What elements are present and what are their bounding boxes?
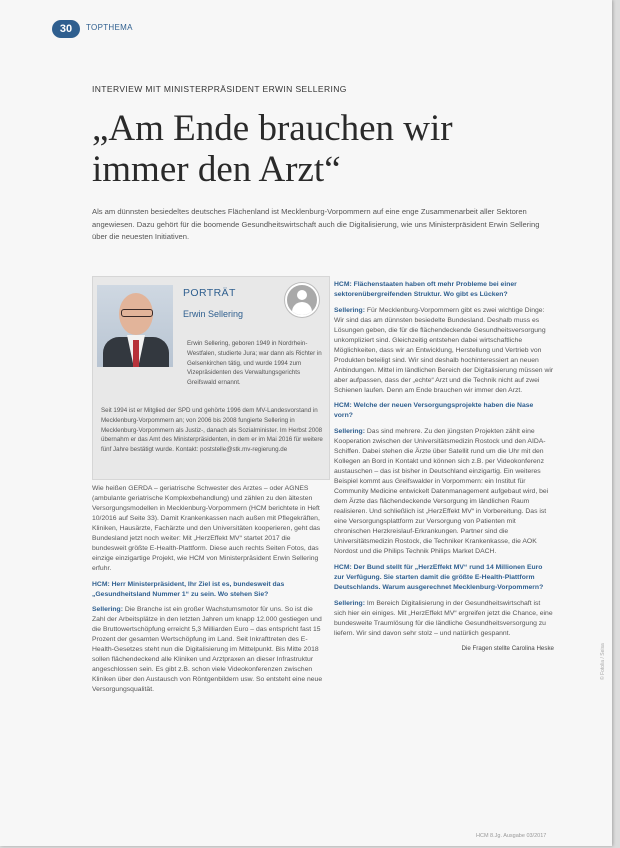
page-footer: HCM 8.Jg. Ausgabe 03/2017	[476, 833, 547, 839]
portrait-photo	[97, 285, 173, 367]
interview-question: HCM: Welche der neuen Versorgungsprojekte haben die Nase vorn?	[334, 402, 534, 420]
section-label: TOPTHEMA	[86, 23, 133, 32]
portrait-name: Erwin Sellering	[183, 309, 244, 319]
byline: Die Fragen stellte Carolina Heske	[461, 645, 554, 653]
right-column	[334, 280, 554, 654]
left-column	[92, 484, 324, 701]
interview-answer: Sellering: Im Bereich Digitalisierung in der Gesundheitswirtschaft ist sich hier ein einiges. Mit „HerzEffekt MV“ ergreifen jetzt die Chance, eine bundesweite Traumlösung für die ländliche Gesundheitsversorgung zu liefern. Wir sind davon sehr stolz – und natürlich gespannt.	[334, 599, 553, 637]
interview-question: HCM: Flächenstaaten haben oft mehr Probleme bei einer sektorenübergreifenden Struktur. Wo gibt es Lücken?	[334, 281, 517, 298]
portrait-box	[92, 276, 330, 480]
interview-answer: Sellering: Die Branche ist ein großer Wachstumsmotor für uns. So ist die Zahl der Arbeitsplätze in den letzten Jahren um knapp 12.000 gestiegen und die Bruttowertschöpfung erreicht 5,3 Milliarden Euro – das entspricht fast 15 Prozent der gesamten Wertschöpfung im Land. Seit Inkrafttreten des E-Health-Gesetzes steht nun die Digitalisierung im Mittelpunkt. Bis Mitte 2018 sollen flächendeckend alle Kliniken und Arztpraxen an dieser Infrastruktur angeschlossen sein. Es gibt z.B. schon viele Videokonferenzen zwischen Kliniken über den Austausch von Röntgenbildern usw. So entsteht eine neue Versorgungsqualität.	[92, 606, 323, 694]
interview-answer: Sellering: Für Mecklenburg-Vorpommern gibt es zwei wichtige Dinge: Wir sind das am dünnsten besiedelte Bundesland. Deshalb muss es Lösungen geben, die für die flächendeckende Gesundheitsversorgung unkompliziert sind. Gleichzeitig entstehen dabei wirtschaftliche Möglichkeiten, dass wir an Entwicklung, Herstellung und Vertrieb von Produkten beteiligt sind. Wir sind deshalb hochinteressiert an neuen Anbindungen. Mittel im ländlichen Bereich der Digitalisierung müssen wir aber aufpassen, dass der „echte“ Arzt und die Technik nicht auf zwei Schienen laufen. Denn am Ende brauchen wir immer den Arzt.	[334, 306, 554, 394]
photo-credit: © Fotolia / Seisa	[600, 643, 606, 680]
page-number-badge: 30	[52, 20, 80, 38]
article-kicker: INTERVIEW MIT MINISTERPRÄSIDENT ERWIN SELLERING	[92, 84, 347, 94]
portrait-title: PORTRÄT	[183, 287, 236, 299]
interview-question: HCM: Herr Ministerpräsident, Ihr Ziel ist es, bundesweit das „Gesundheitsland Nummer 1“ zu sein. Wo stehen Sie?	[92, 580, 285, 598]
portrait-bio-continued: Seit 1994 ist er Mitglied der SPD und gehörte 1996 dem MV-Landesvorstand in Mecklenburg-Vorpommern an; von 2006 bis 2008 fungierte Sellering in Mecklenburg-Vorpommern als Justiz-, danach als Sozialminister. Im Herbst 2008 übernahm er das Amt des Ministerpräsidenten, in dem er im Mai 2016 für weitere fünf Jahre bestätigt wurde. Kontakt: poststelle@stk.mv-regierung.de	[101, 407, 323, 454]
article-lead: Als am dünnsten besiedeltes deutsches Flächenland ist Mecklenburg-Vorpommern auf eine enge Zusammenarbeit aller Sektoren angewiesen. Dazu gehört für die boomende Gesundheitswirtschaft auch die Digitalisierung, wie uns Ministerpräsident Erwin Sellering über die neuesten Initiativen.	[92, 207, 540, 241]
interview-question: HCM: Der Bund stellt für „HerzEffekt MV“ rund 14 Millionen Euro zur Verfügung. Sie starten damit die größte E-Health-Plattform Deutschlands. Warum ausgerechnet Mecklenburg-Vorpommern?	[334, 563, 544, 591]
article-intro: Wie heißen GERDA – geriatrische Schwester des Arztes – oder AGNES (ambulante geriatrische Komplexbehandlung) und zählen zu den ältesten Versorgungsmodellen in Mecklenburg-Vorpommern (HCM berichtete in Heft 10/2016 auf Seite 33). Damit Krankenkassen nach außen mit Pflegekräften, Kliniken, Hausärzte, Fachärzte und den Universitäten kooperieren, geht das Bundesland jetzt noch weiter: Mit „HerzEffekt MV“ startet 2017 die bundesweit größte E-Health-Plattform. Diese auch rechts Seiten Fotos, das einzige einzigartige Projekt, wie HCM von Ministerpräsident Erwin Sellering erfuhr.	[92, 485, 321, 572]
interview-answer: Sellering: Das sind mehrere. Zu den jüngsten Projekten zählt eine Kooperation zwischen der Universitätsmedizin Rostock und den AIDA-Schiffen. Dabei stehen die Ärzte über Satellit rund um die Uhr mit den Kollegen an Bord in Kontakt und können sich z.B. per Videokonferenz austauschen – das ist bisher in Deutschland einzigartig. Ein weiteres Beispiel kommt aus Greifswalder in Vorpommern: ein Institut für Community Medicine entwickelt Datenmanagement aufgebaut wird, bei dem Ärzte das flächendeckende Versorgung im ländlichen Raum realisieren. Und schließlich ist „HerzEffekt MV“ in Vorbereitung. Das ist eine Versorgungsplattform zur Versorgung von Patienten mit chronischen Herzkreislauf-Erkrankungen. Partner sind die Universitätsmedizin Rostock, die Techniker Krankenkasse, die AOK Nordost und die Philips Technik Philips Market DACH.	[334, 428, 549, 555]
portrait-bio: Erwin Sellering, geboren 1949 in Nordrhein-Westfalen, studierte Jura; war dann als Richter in Gelsenkirchen tätig, und wurde 1994 zum Vizepräsidenten des Verwaltungsgerichts Greifswald ernannt.	[187, 340, 322, 387]
article-headline: „Am Ende brauchen wir immer den Arzt“	[92, 108, 453, 190]
person-icon	[285, 283, 319, 317]
